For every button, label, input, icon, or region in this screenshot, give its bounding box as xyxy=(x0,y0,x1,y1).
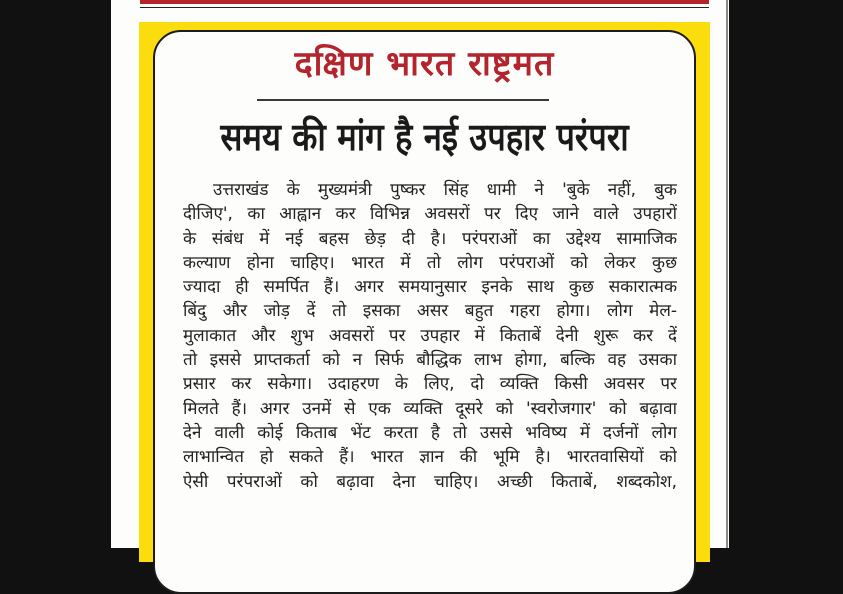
masthead-divider xyxy=(257,99,549,101)
body-line: उत्तराखंड के मुख्यमंत्री पुष्कर सिंह धामी ने 'बुके नहीं, बुक xyxy=(213,180,677,200)
body-line: ऐसी परंपराओं को बढ़ावा देना चाहिए। अच्छी किताबें, शब्दकोश, xyxy=(183,471,677,492)
body-line: दीजिए', का आह्वान कर विभिन्न अवसरों पर दिए जाने वाले उपहारों xyxy=(183,204,677,225)
body-line: प्रसार कर सकेगा। उदाहरण के लिए, दो व्यक्ति किसी अवसर पर xyxy=(183,374,677,395)
body-line: मुलाकात और शुभ अवसरों पर उपहार में किताबें देनी शुरू कर दें xyxy=(183,325,677,346)
body-line: के संबंध में नई बहस छेड़ दी है। परंपराओं का उद्देश्य सामाजिक xyxy=(183,228,677,249)
yellow-border-frame xyxy=(139,22,710,562)
top-red-bar xyxy=(140,0,709,4)
body-line: लाभान्वित हो सकते हैं। भारत ज्ञान की भूमि है। भारतवासियों को xyxy=(183,447,677,468)
body-line: देने वाली कोई किताब भेंट करता है तो उससे भविष्य में दर्जनों लोग xyxy=(183,422,677,443)
body-line: मिलते हैं। अगर उनमें से एक व्यक्ति दूसरे को 'स्वरोजगार' को बढ़ावा xyxy=(183,398,677,419)
article-card xyxy=(153,30,696,594)
article-body xyxy=(183,178,677,494)
top-black-rule xyxy=(140,7,709,8)
newspaper-masthead: दक्षिण भारत राष्ट्रमत xyxy=(294,44,555,84)
article-headline: समय की मांग है नई उपहार परंपरा xyxy=(220,115,629,159)
body-line: कल्याण होना चाहिए। भारत में तो लोग परंपराओं को लेकर कुछ xyxy=(183,252,677,273)
page-edge-shadow xyxy=(726,0,728,548)
body-line: ज्यादा ही समर्पित हैं। अगर समयानुसार इनके साथ कुछ सकारात्मक xyxy=(183,277,677,298)
newspaper-clipping xyxy=(111,0,729,548)
body-line: तो इससे प्राप्तकर्ता को न सिर्फ बौद्धिक लाभ होगा, बल्कि वह उसका xyxy=(183,350,677,371)
body-line: बिंदु और जोड़ दें तो इसका असर बहुत गहरा होगा। लोग मेल- xyxy=(183,301,677,322)
